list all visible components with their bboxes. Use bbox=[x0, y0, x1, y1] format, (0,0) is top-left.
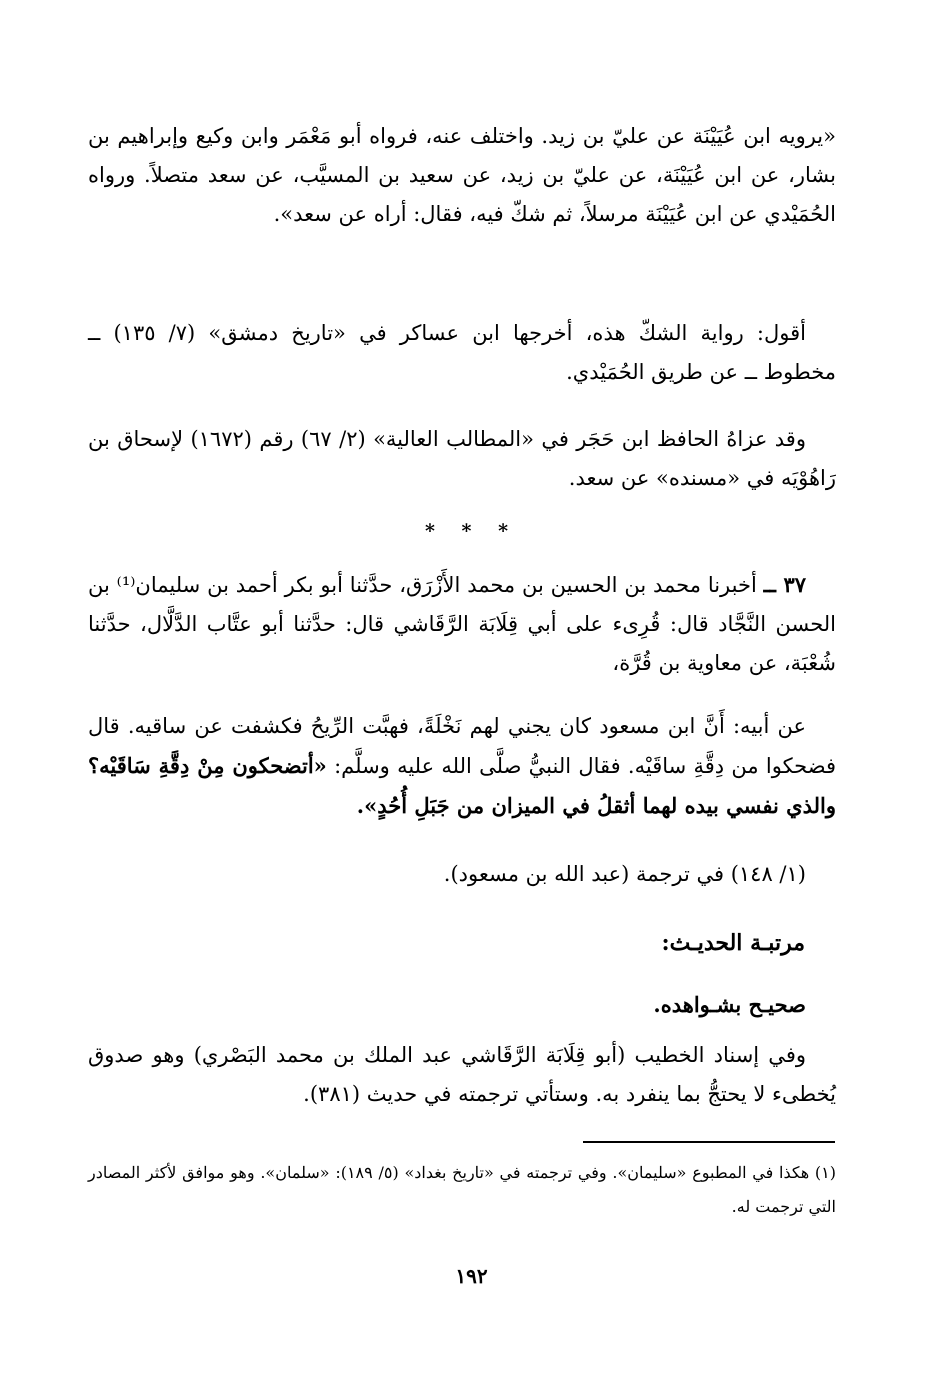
section-separator: * * * bbox=[424, 520, 519, 542]
hadith-37-matn bbox=[88, 707, 836, 826]
footnote-divider bbox=[583, 1141, 835, 1143]
paragraph-isnad-note: وفي إسناد الخطيب (أبو قِلَابَة الرَّقَاشي عبد الملك بن محمد البَصْري) وهو صدوق يُخطىء لا يحتجُّ بما ينفرد به. وستأتي ترجمته في حديث (٣٨١). bbox=[88, 1043, 836, 1106]
section-heading: مرتبـة الحديـث: bbox=[661, 930, 805, 956]
hadith-matn-narrative: عن أبيه: أَنَّ ابن مسعود كان يجني لهم نَخْلَةً، فهبَّت الرِّيحُ فكشفت عن ساقيه. قال فضحكوا من دِقَّةِ ساقَيْه. فقال النبيُّ صلَّى الله عليه وسلَّم: bbox=[88, 714, 836, 778]
page-number: ١٩٢ bbox=[455, 1264, 488, 1288]
hadith-37-isnad bbox=[88, 565, 836, 683]
paragraph-ibn-hajar: وقد عزاهُ الحافظ ابن حَجَر في «المطالب العالية» (٢/ ٦٧) رقم (١٦٧٢) لإسحاق بن رَاهُوْيَه في «مسنده» عن سعد. bbox=[88, 427, 836, 490]
hadith-grade: صحيـح بشـواهده. bbox=[653, 992, 806, 1017]
paragraph-ibn-asakir: أقول: رواية الشكّ هذه، أخرجها ابن عساكر في «تاريخ دمشق» (٧/ ١٣٥) ــ مخطوط ــ عن طريق الحُمَيْدي. bbox=[88, 321, 836, 384]
paragraph-quote-daraqutni: «يرويه ابن عُيَيْنَة عن عليّ بن زيد. واختلف عنه، فرواه أبو مَعْمَر وابن وكيع وإبراهيم بن بشار، عن ابن عُيَيْنَة، عن عليّ بن زيد، عن سعيد بن المسيَّب، عن سعد متصلاً. ورواه الحُمَيْدي عن ابن عُيَيْنَة مرسلاً، ثم شكّ فيه، فقال: أراه عن سعد». bbox=[88, 124, 836, 226]
hadith-isnad-text: أخبرنا محمد بن الحسين بن محمد الأَزْرَق، حدَّثنا أبو بكر أحمد بن سليمان⁽¹⁾ بن الحسن النَّجَّاد قال: قُرِىء على أبي قِلَابَة الرَّقَاشي قال: حدَّثنا أبو عتَّاب الدَّلَّال، حدَّثنا شُعْبَة، عن معاوية بن قُرَّة، bbox=[88, 573, 836, 675]
source-reference: (١/ ١٤٨) في ترجمة (عبد الله بن مسعود). bbox=[443, 862, 806, 886]
hadith-prophetic-saying: «أتضحكون مِنْ دِقَّةِ سَاقَيْه؟ والذي نفسي بيده لهما أثقلُ في الميزان من جَبَلِ أُحُدٍ». bbox=[88, 753, 836, 818]
hadith-number: ٣٧ ــ bbox=[763, 572, 806, 597]
footnote: (١) هكذا في المطبوع «سليمان». وفي ترجمته في «تاريخ بغداد» (٥/ ١٨٩): «سلمان». وهو موافق لأكثر المصادر التي ترجمت له. bbox=[88, 1163, 836, 1216]
